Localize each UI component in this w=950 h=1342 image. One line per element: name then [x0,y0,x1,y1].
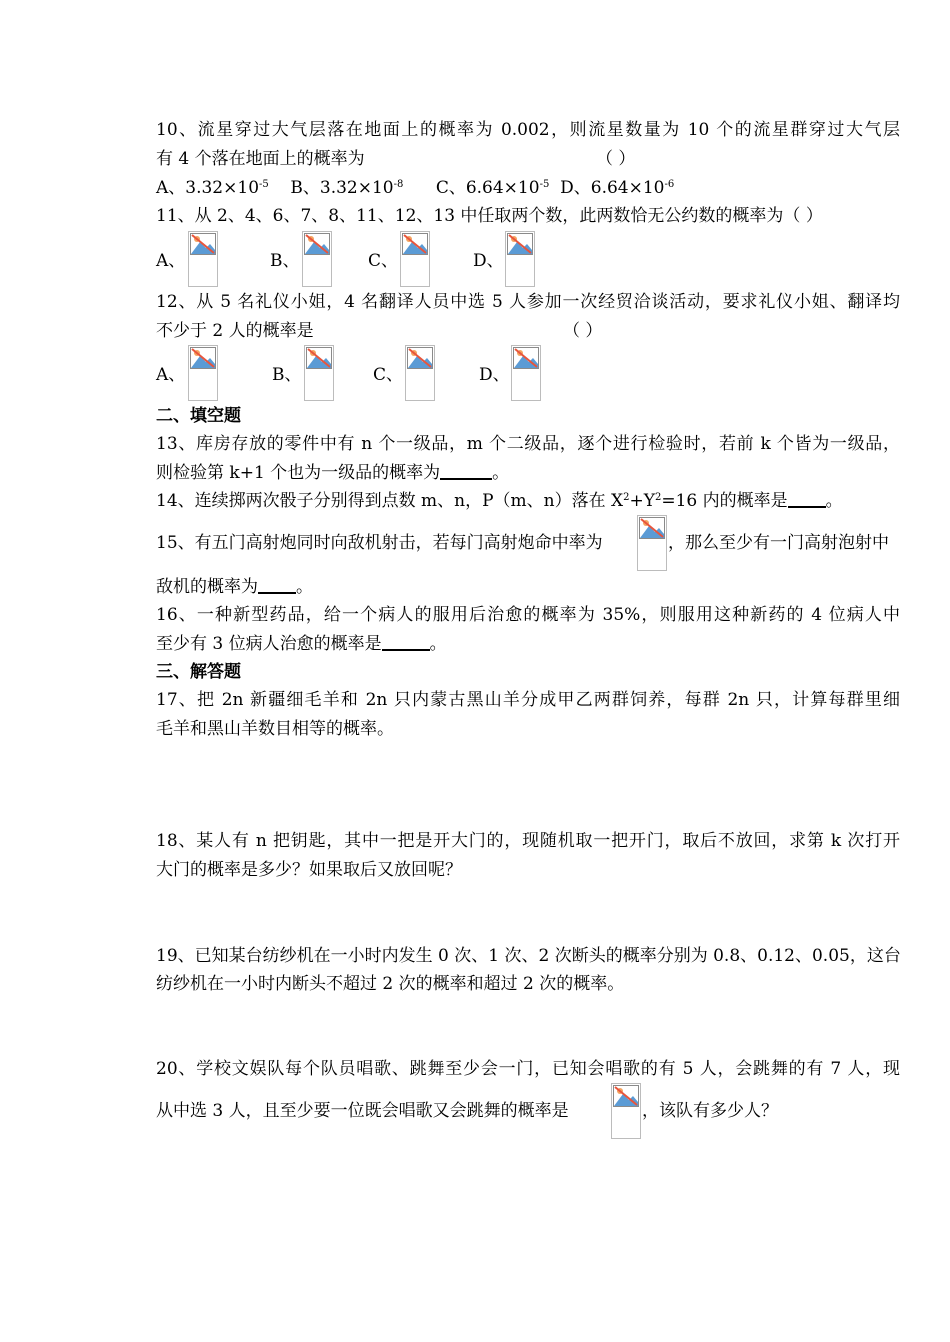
q15-answer-blank [258,578,296,594]
section-solve-heading: 三、解答题 [156,662,241,682]
q16-line2: 至少有 3 位病人治愈的概率是 。 [156,634,447,654]
q20-probability-image-icon [611,1083,641,1139]
q10-options [156,177,674,199]
q11-option-b-image-icon [302,231,332,287]
q13-line2: 则检验第 k+1 个也为一级品的概率为 。 [156,463,510,483]
q10-answer-paren: （ ） [596,149,636,169]
q20-line2-start: 从中选 3 人，且至少要一位既会唱歌又会跳舞的概率是 [156,1101,569,1121]
q20-line2-end: ，该队有多少人？ [642,1101,778,1121]
q16-answer-blank [382,635,430,651]
q15-line1-start: 15、有五门高射炮同时向敌机射击，若每门高射炮命中率为 [156,533,603,553]
q11-label-d: D、 [473,251,504,271]
q12-answer-paren: （ ） [563,321,603,341]
q11-option-c-image-icon [400,231,430,287]
q10-line1: 10、流星穿过大气层落在地面上的概率为 0.002，则流星数量为 10 个的流星群穿过大气层 [156,120,900,140]
q12-line2: 不少于 2 人的概率是 [156,321,314,341]
q18-line1: 18、某人有 n 把钥匙，其中一把是开大门的，现随机取一把开门，取后不放回，求第 k 次打开 [156,831,900,851]
q12-line1: 12、从 5 名礼仪小姐，4 名翻译人员中选 5 人参加一次经贸洽谈活动，要求礼仪小姐、翻译均 [156,292,900,312]
section-fill-in-heading: 二、填空题 [156,406,241,426]
q20-line1: 20、学校文娱队每个队员唱歌、跳舞至少会一门，已知会唱歌的有 5 人，会跳舞的有 7 人，现 [156,1059,900,1079]
q11-option-a-image-icon [188,231,218,287]
q12-option-a-image-icon [188,345,218,401]
q19-line1: 19、已知某台纺纱机在一小时内发生 0 次、1 次、2 次断头的概率分别为 0.8、0.12、0.05，这台 [156,946,901,966]
q17-line1: 17、把 2n 新疆细毛羊和 2n 只内蒙古黑山羊分成甲乙两群饲养，每群 2n 只，计算每群里细 [156,690,900,710]
q12-label-c: C、 [373,365,404,385]
q11-line1: 11、从 2、4、6、7、8、11、12、13 中任取两个数，此两数恰无公约数的概率为（ ） [156,206,823,226]
q12-label-d: D、 [479,365,510,385]
q17-line2: 毛羊和黑山羊数目相等的概率。 [156,719,394,739]
q12-option-b-image-icon [304,345,334,401]
q10-option-b: B、$3.32\times 10^{-8}$ [290,178,404,198]
q12-label-b: B、 [272,365,302,385]
q12-option-d-image-icon [511,345,541,401]
q15-line1-end: ，那么至少有一门高射泡射中 [668,533,889,553]
q16-line1: 16、一种新型药品，给一个病人的服用后治愈的概率为 35%，则服用这种新药的 4 位病人中 [156,605,900,625]
q18-line2: 大门的概率是多少？如果取后又放回呢？ [156,860,462,880]
q13-answer-blank [440,464,492,480]
q10-option-d: D、$6.64\times 10^{-6}$ [560,178,675,198]
q11-label-b: B、 [270,251,300,271]
q15-line2: 敌机的概率为 。 [156,577,313,597]
q19-line2: 纺纱机在一小时内断头不超过 2 次的概率和超过 2 次的概率。 [156,974,625,994]
q11-label-a: A、 [156,251,186,271]
q14-answer-blank [788,492,826,508]
q10-option-a: A、$3.32\times 10^{-5}$ [156,178,269,198]
q15-rate-image-icon [637,515,667,571]
q10-line2: 有 4 个落在地面上的概率为 [156,149,365,169]
q11-label-c: C、 [368,251,399,271]
q14-line: 14、连续掷两次骰子分别得到点数 m、n，P（m、n）落在 $X^2+Y^2=16$ 内的概率是 。 [156,491,843,511]
q12-option-c-image-icon [405,345,435,401]
q13-line1: 13、库房存放的零件中有 n 个一级品，m 个二级品，逐个进行检验时，若前 k 个皆为一级品， [156,434,900,454]
q10-option-c: C、$6.64\times 10^{-5}$ [435,178,550,198]
q12-label-a: A、 [156,365,186,385]
q11-option-d-image-icon [505,231,535,287]
